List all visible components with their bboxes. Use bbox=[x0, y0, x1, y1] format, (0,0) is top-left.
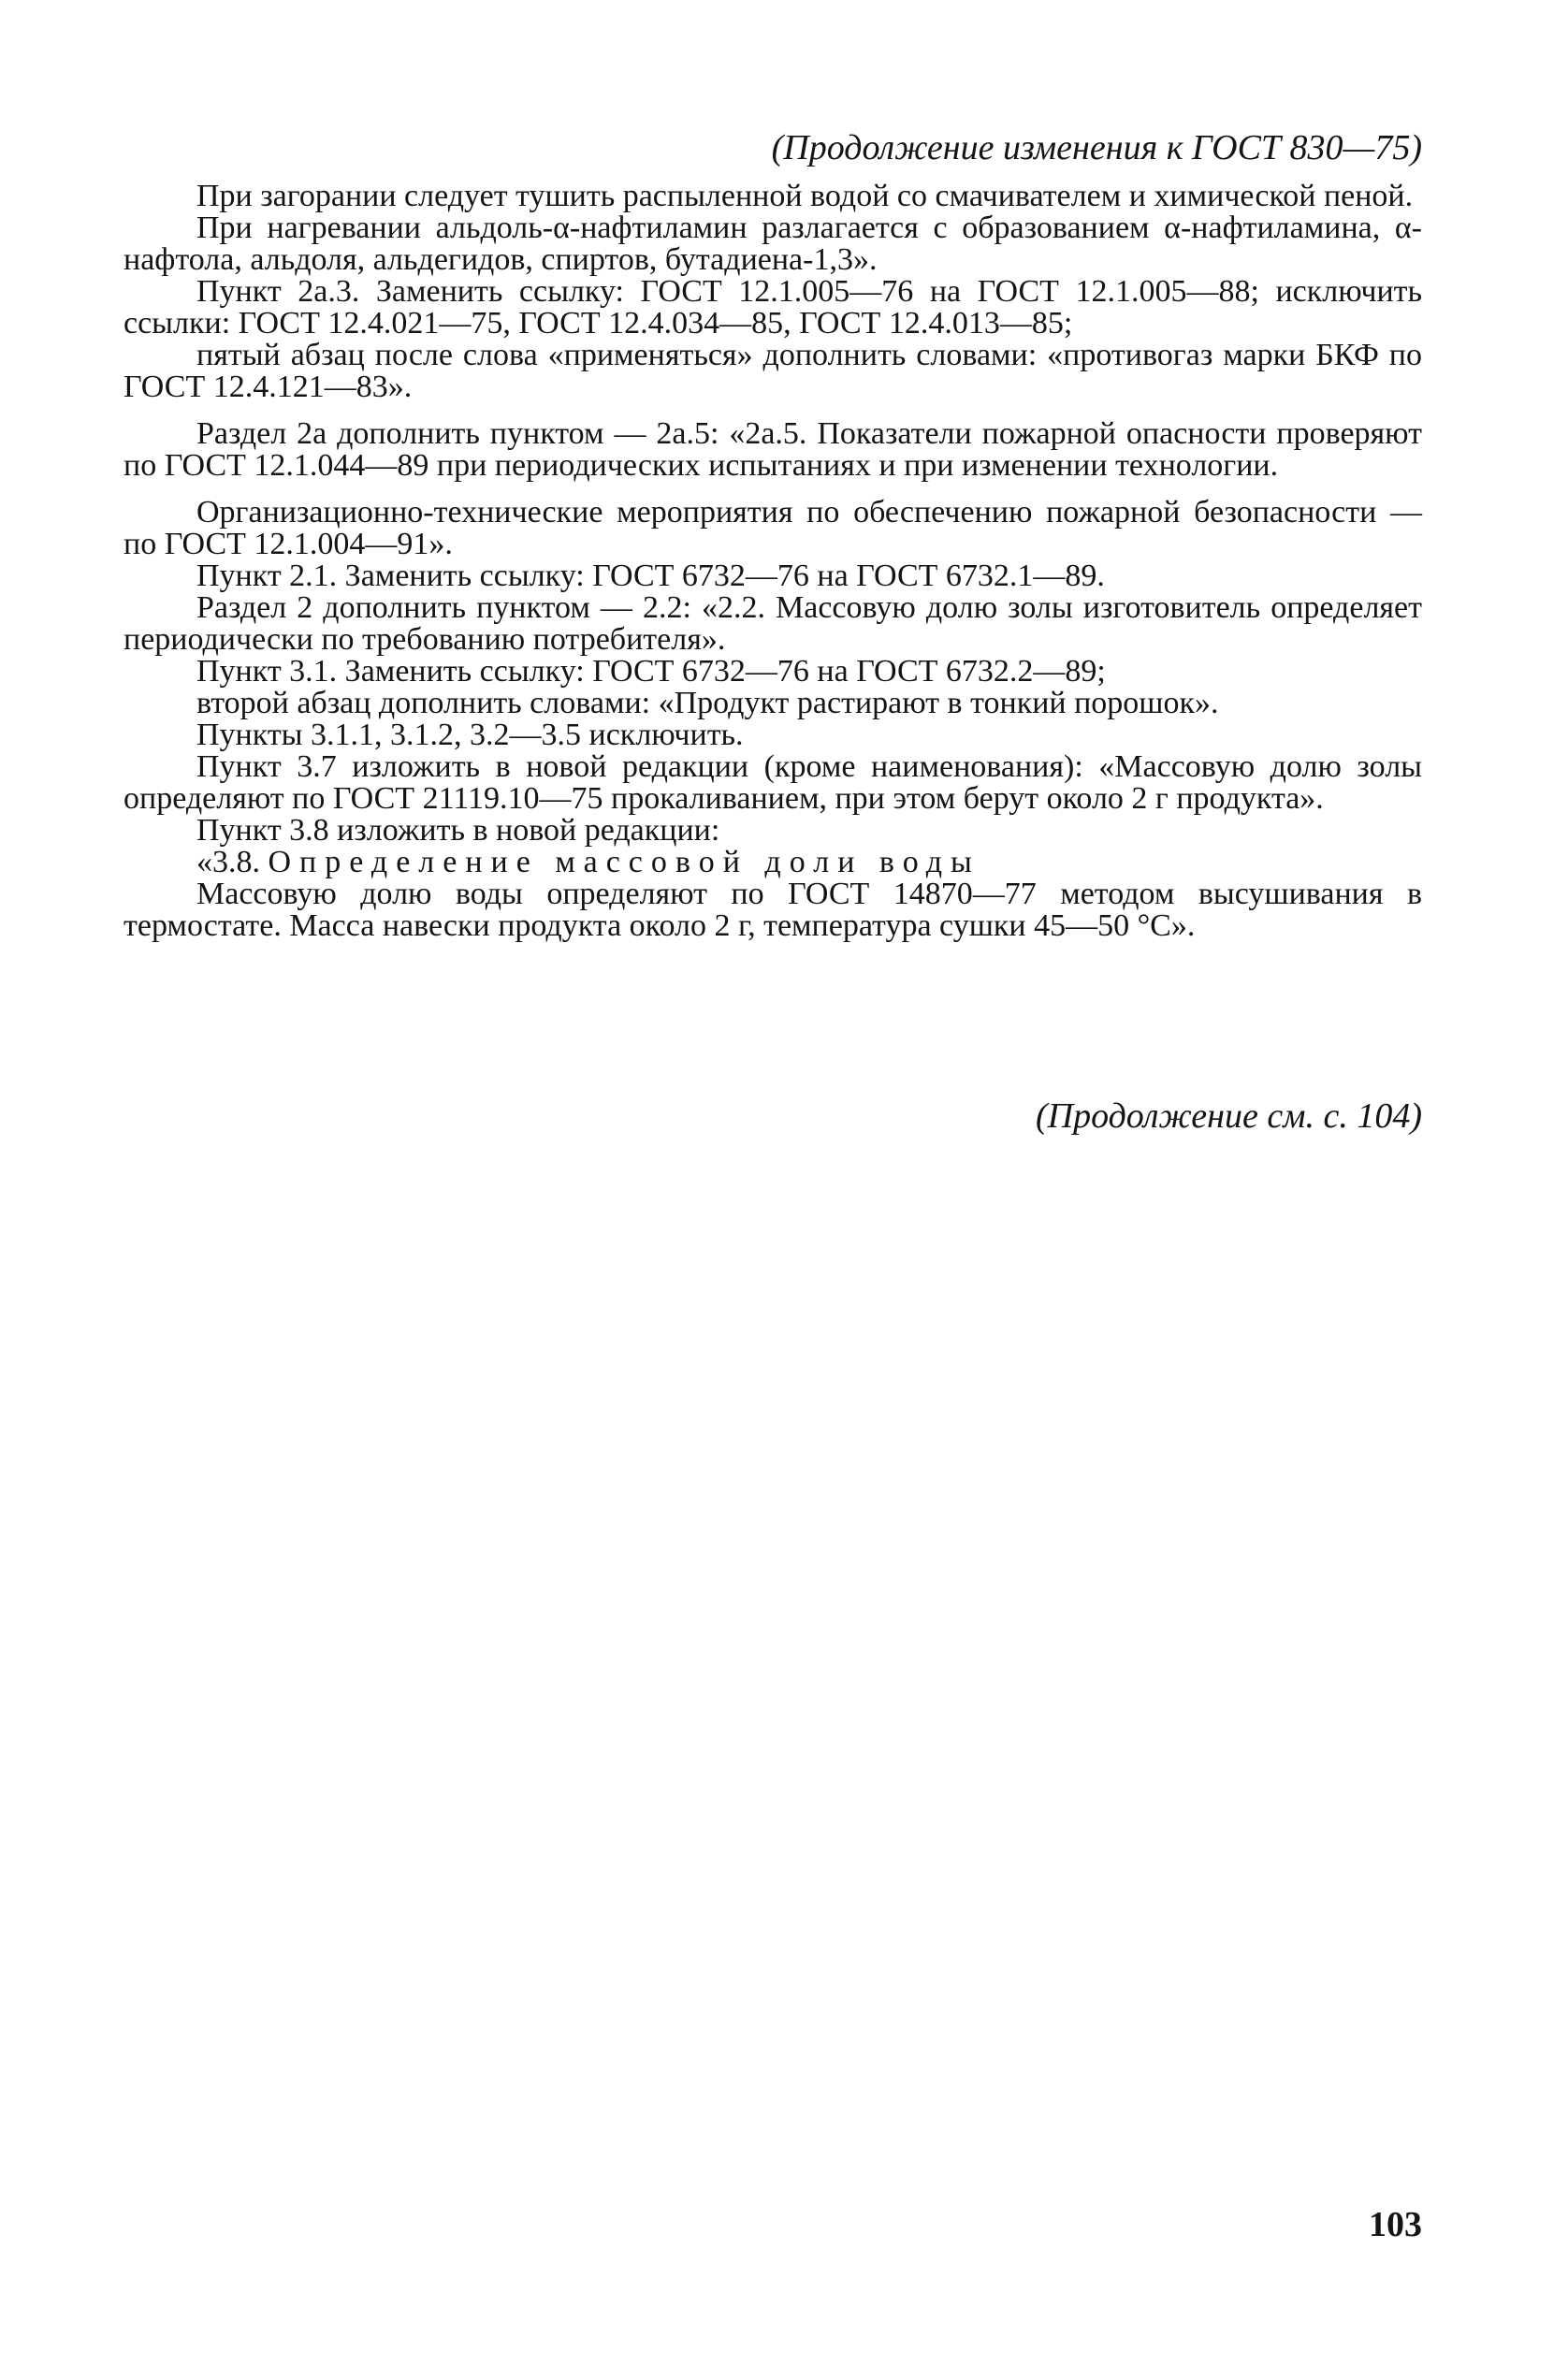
paragraph-section-2a5: Раздел 2а дополнить пунктом — 2а.5: «2а.5. Показатели пожарной опасности проверяют по ГОСТ 12.1.044—89 при периодических испытаниях и при изменении технологии. bbox=[123, 416, 1422, 483]
paragraph-second-clause: второй абзац дополнить словами: «Продукт растирают в тонкий порошок». bbox=[196, 686, 1219, 720]
paragraph-section-2-2: Раздел 2 дополнить пунктом — 2.2: «2.2. Массовую долю золы изготовитель определяет периодически по требованию потребителя». bbox=[123, 590, 1422, 657]
paragraph-fifth-clause: пятый абзац после слова «применяться» дополнить словами: «противогаз марки БКФ по ГОСТ 12.4.121—83». bbox=[123, 338, 1422, 404]
paragraph-fire-extinguishing: При загорании следует тушить распыленной водой со смачивателем и химической пеной. bbox=[196, 179, 1414, 213]
page-number: 103 bbox=[1369, 2205, 1422, 2244]
paragraph-decomposition: При нагревании альдоль-α-нафтиламин разлагается с образованием α-нафтиламина, α-нафтола, альдоля, альдегидов, спиртов, бутадиена-1,3». bbox=[123, 210, 1422, 277]
section-title-water-content bbox=[123, 847, 1422, 878]
section-title-spaced: Определение массовой доли воды bbox=[268, 845, 980, 879]
paragraph-items-excluded: Пункты 3.1.1, 3.1.2, 3.2—3.5 исключить. bbox=[196, 718, 744, 752]
continuation-header: (Продолжение изменения к ГОСТ 830—75) bbox=[771, 128, 1422, 167]
section-title-prefix: «3.8. bbox=[196, 845, 269, 879]
paragraph-item-2-1: Пункт 2.1. Заменить ссылку: ГОСТ 6732—76 на ГОСТ 6732.1—89. bbox=[196, 559, 1105, 593]
paragraph-item-3-7: Пункт 3.7 изложить в новой редакции (кроме наименования): «Массовую долю золы определяют по ГОСТ 21119.10—75 прокаливанием, при этом берут около 2 г продукта». bbox=[123, 749, 1422, 816]
paragraph-org-measures: Организационно-технические мероприятия по обеспечению пожарной безопасности — по ГОСТ 12.1.004—91». bbox=[123, 495, 1422, 561]
paragraph-item-3-8: Пункт 3.8 изложить в новой редакции: bbox=[196, 813, 720, 848]
paragraph-item-2a3: Пункт 2а.3. Заменить ссылку: ГОСТ 12.1.005—76 на ГОСТ 12.1.005—88; исключить ссылки: ГОСТ 12.4.021—75, ГОСТ 12.4.034—85, ГОСТ 12.4.013—85; bbox=[123, 274, 1422, 341]
amendment-body bbox=[123, 181, 1422, 942]
paragraph-item-3-1: Пункт 3.1. Заменить ссылку: ГОСТ 6732—76 на ГОСТ 6732.2—89; bbox=[196, 654, 1106, 689]
continuation-footer: (Продолжение см. с. 104) bbox=[1035, 1096, 1422, 1136]
paragraph-water-method: Массовую долю воды определяют по ГОСТ 14870—77 методом высушивания в термостате. Масса навески продукта около 2 г, температура сушки 45—50 °С». bbox=[123, 877, 1422, 943]
